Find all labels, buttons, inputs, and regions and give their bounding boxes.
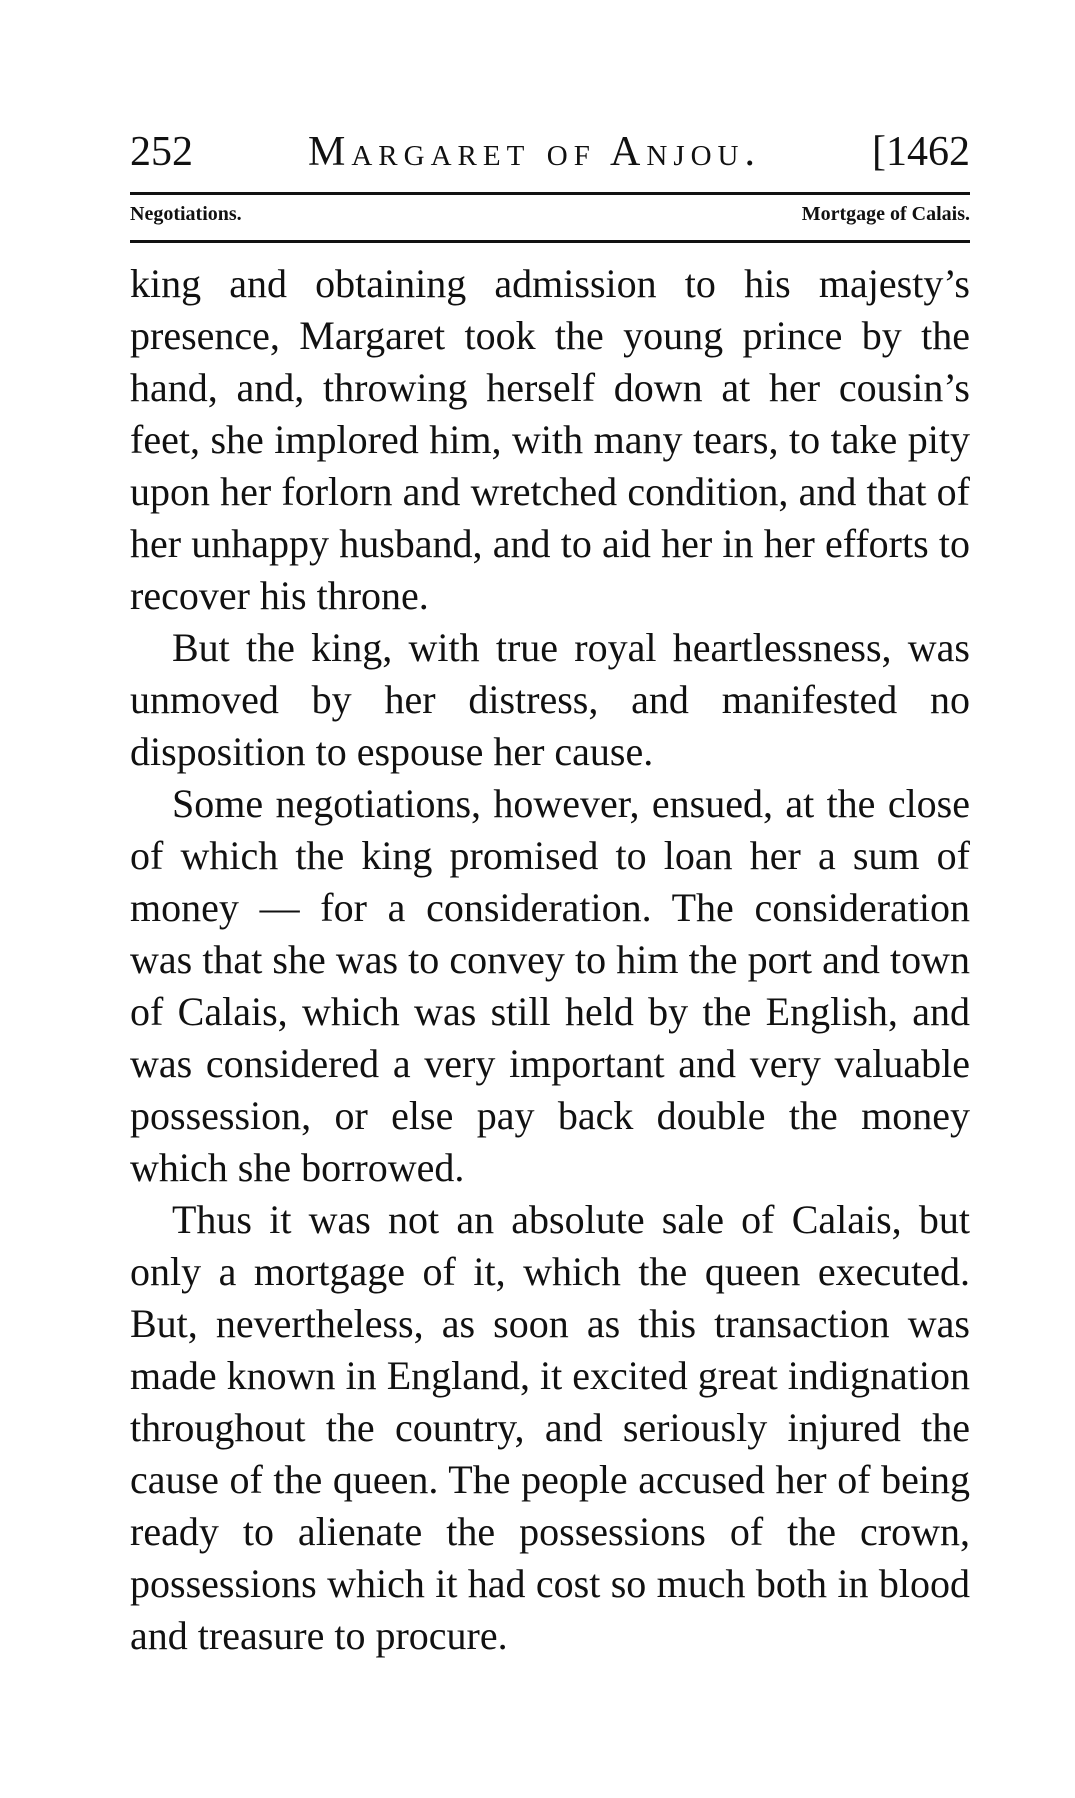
running-head [130,122,970,182]
paragraph: Some negotiations, however, ensued, at the close of which the king promised to loan her a sum of money — for a consideration. The consideration was that she was to convey to him the port and town of Calais, which was still held by the English, and was considered a very important and very valuable possession, or else pay back double the money which she borrowed. [130,781,970,1190]
body-text [130,258,970,1662]
header-rule-bottom [130,240,970,243]
year-marker: [1462 [872,129,970,175]
book-title: Margaret of Anjou. [308,129,761,175]
sidenote-left: Negotiations. [130,203,242,225]
header-rule-top [130,192,970,195]
paragraph: Thus it was not an absolute sale of Calais, but only a mortgage of it, which the queen executed. But, nevertheless, as soon as this transaction was made known in England, it excited great indignation throughout the country, and seriously injured the cause of the queen. The people accused her of being ready to alienate the possessions of the crown, possessions which it had cost so much both in blood and treasure to procure. [130,1197,970,1658]
page-number: 252 [130,129,193,175]
paragraph: But the king, with true royal heartlessness, was unmoved by her distress, and manifested no disposition to espouse her cause. [130,625,970,774]
paragraph: king and obtaining admission to his majesty’s presence, Margaret took the young prince by the hand, and, throwing herself down at her cousin’s feet, she implored him, with many tears, to take pity upon her forlorn and wretched condition, and that of her unhappy husband, and to aid her in her efforts to recover his throne. [130,261,970,618]
sidenote-right: Mortgage of Calais. [801,203,970,225]
